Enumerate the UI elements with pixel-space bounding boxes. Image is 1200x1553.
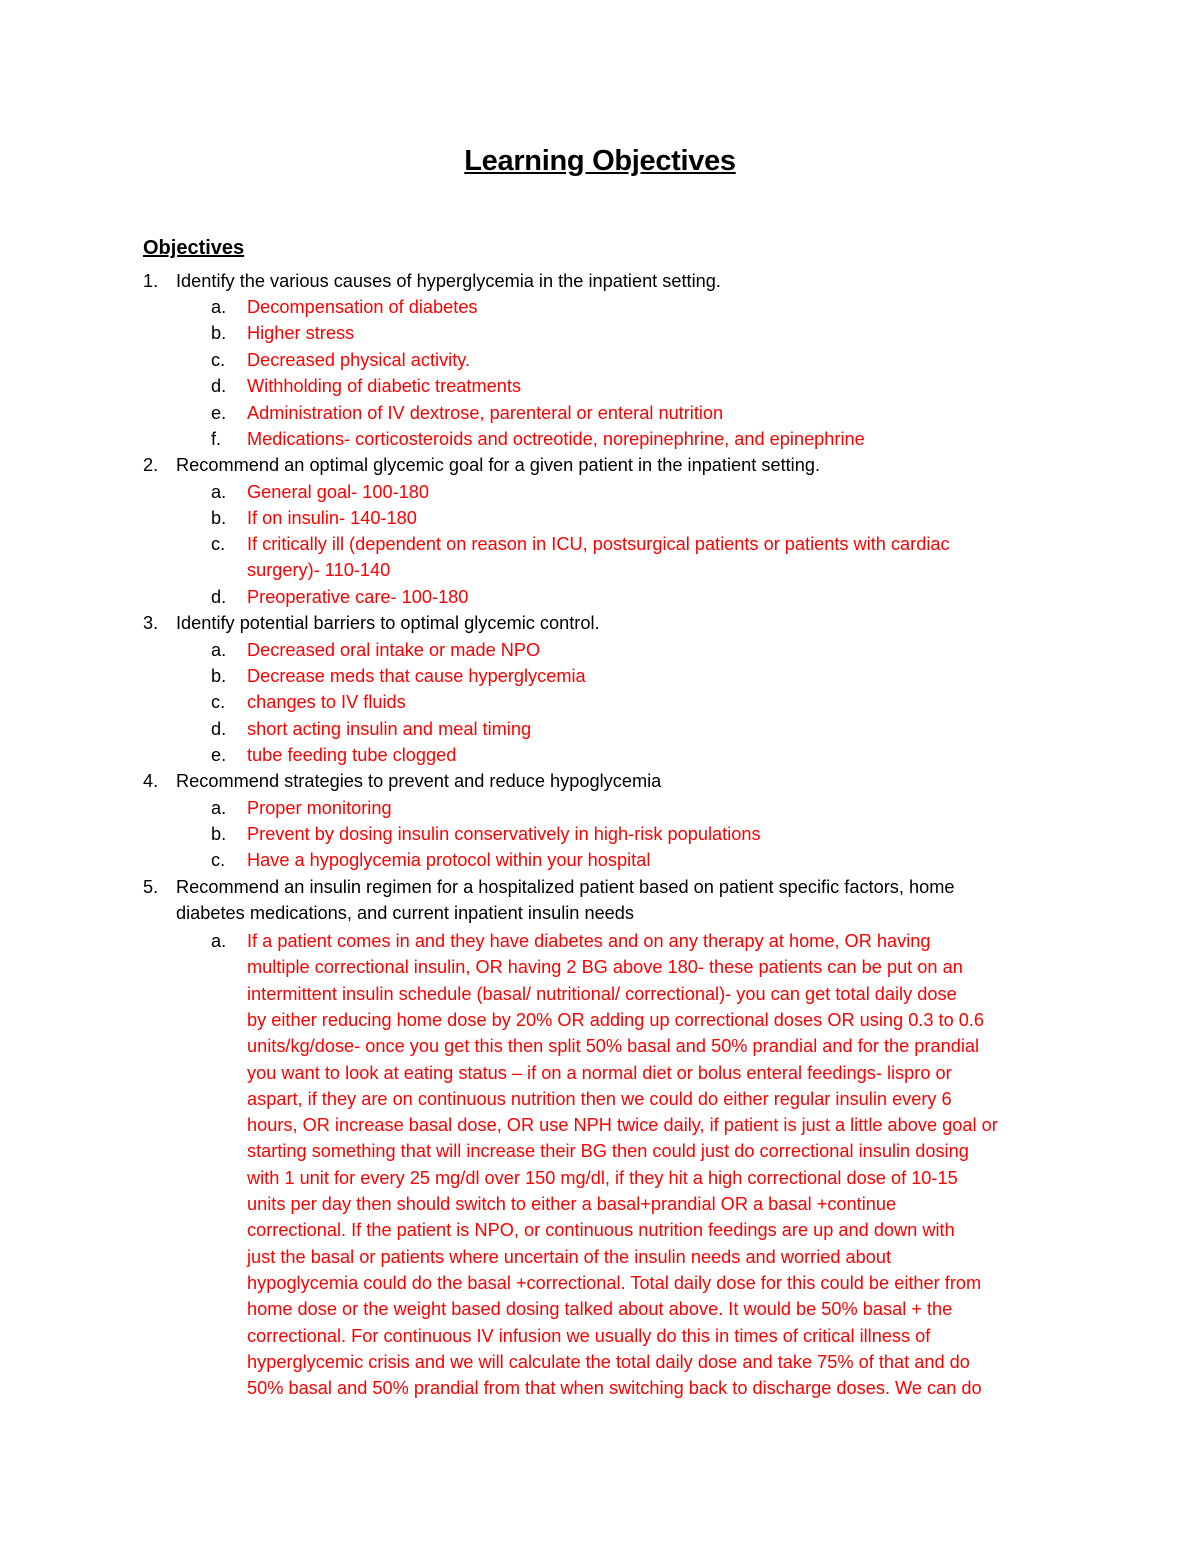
answer-item: Withholding of diabetic treatments: [247, 376, 521, 396]
answer-paragraph-line: hyperglycemic crisis and we will calculate the total daily dose and take 75% of that and do: [247, 1351, 970, 1372]
answer-paragraph-line: with 1 unit for every 25 mg/dl over 150 mg/dl, if they hit a high correctional dose of 10-15: [247, 1167, 958, 1188]
answer-paragraph-line: aspart, if they are on continuous nutrition then we could do either regular insulin every 6: [247, 1088, 952, 1109]
item-letter: c.: [211, 350, 226, 370]
answer-item: Administration of IV dextrose, parenteral or enteral nutrition: [247, 403, 724, 423]
item-letter: a.: [211, 482, 227, 502]
answer-item: Medications- corticosteroids and octreotide, norepinephrine, and epinephrine: [247, 429, 865, 449]
answer-item-continued: surgery)- 110-140: [247, 560, 391, 580]
answer-item: Decompensation of diabetes: [247, 297, 478, 317]
item-letter: d.: [211, 719, 227, 739]
item-letter: c.: [211, 850, 226, 870]
answer-paragraph-line: units/kg/dose- once you get this then split 50% basal and 50% prandial and for the prandial: [247, 1036, 980, 1057]
answer-item: If on insulin- 140-180: [247, 508, 417, 528]
answer-item: Proper monitoring: [247, 798, 392, 818]
item-letter: a.: [211, 931, 227, 951]
answer-paragraph-line: If a patient comes in and they have diabetes and on any therapy at home, OR having: [247, 931, 931, 951]
answer-paragraph-line: starting something that will increase their BG then could just do correctional insulin dosing: [247, 1141, 969, 1162]
answer-item: Decrease meds that cause hyperglycemia: [247, 666, 586, 686]
objective-text: Recommend an insulin regimen for a hospitalized patient based on patient specific factors, home: [176, 877, 955, 897]
item-letter: e.: [211, 745, 227, 765]
item-letter: c.: [211, 692, 226, 712]
item-letter: d.: [211, 587, 227, 607]
item-letter: b.: [211, 824, 227, 844]
answer-item: Have a hypoglycemia protocol within your hospital: [247, 850, 651, 870]
answer-item: If critically ill (dependent on reason in ICU, postsurgical patients or patients with cardiac: [247, 534, 950, 554]
answer-item: Prevent by dosing insulin conservatively in high-risk populations: [247, 824, 761, 844]
answer-item: Preoperative care- 100-180: [247, 587, 469, 607]
answer-item: Higher stress: [247, 323, 355, 343]
answer-paragraph-line: units per day then should switch to either a basal+prandial OR a basal +continue: [247, 1194, 897, 1214]
answer-paragraph-line: just the basal or patients where uncertain of the insulin needs and worried about: [247, 1246, 892, 1267]
answer-paragraph-line: intermittent insulin schedule (basal/ nutritional/ correctional)- you can get total daily dose: [247, 983, 957, 1004]
answer-paragraph-line: correctional. If the patient is NPO, or continuous nutrition feedings are up and down with: [247, 1220, 955, 1241]
objective-text: Identify potential barriers to optimal glycemic control.: [176, 613, 600, 633]
answer-item: changes to IV fluids: [247, 692, 406, 712]
objective-text: Recommend strategies to prevent and reduce hypoglycemia: [176, 771, 662, 791]
answer-item: tube feeding tube clogged: [247, 745, 457, 765]
item-letter: b.: [211, 666, 227, 686]
objective-number: 3.: [143, 613, 159, 633]
item-letter: b.: [211, 508, 227, 528]
answer-item: Decreased oral intake or made NPO: [247, 640, 541, 660]
item-letter: a.: [211, 640, 227, 660]
objective-text: Identify the various causes of hyperglycemia in the inpatient setting.: [176, 271, 721, 291]
item-letter: a.: [211, 798, 227, 818]
answer-paragraph-line: multiple correctional insulin, OR having 2 BG above 180- these patients can be put on an: [247, 957, 963, 978]
objective-text: Recommend an optimal glycemic goal for a given patient in the inpatient setting.: [176, 455, 820, 475]
objective-number: 1.: [143, 271, 159, 291]
answer-paragraph-line: hypoglycemia could do the basal +correctional. Total daily dose for this could be either from: [247, 1272, 982, 1293]
objective-number: 5.: [143, 877, 159, 897]
item-letter: f.: [211, 429, 222, 449]
answer-item: Decreased physical activity.: [247, 350, 471, 370]
answer-item: short acting insulin and meal timing: [247, 719, 532, 739]
item-letter: c.: [211, 534, 226, 554]
answer-paragraph-line: correctional. For continuous IV infusion we usually do this in times of critical illness of: [247, 1325, 931, 1346]
item-letter: d.: [211, 376, 227, 396]
answer-paragraph-line: home dose or the weight based dosing talked about above. It would be 50% basal + the: [247, 1299, 953, 1320]
answer-item: General goal- 100-180: [247, 482, 429, 502]
answer-paragraph-line: you want to look at eating status – if on a normal diet or bolus enteral feedings- lispro or: [247, 1062, 952, 1083]
item-letter: e.: [211, 403, 227, 423]
objective-number: 2.: [143, 455, 159, 475]
section-heading: Objectives: [143, 237, 245, 259]
item-letter: a.: [211, 297, 227, 317]
objective-number: 4.: [143, 771, 159, 791]
page-title: Learning Objectives: [464, 145, 736, 177]
answer-paragraph-line: hours, OR increase basal dose, OR use NPH twice daily, if patient is just a little above goal or: [247, 1115, 998, 1136]
objective-text-continued: diabetes medications, and current inpatient insulin needs: [176, 903, 635, 923]
answer-paragraph-line: by either reducing home dose by 20% OR adding up correctional doses OR using 0.3 to 0.6: [247, 1009, 985, 1030]
answer-paragraph-line: 50% basal and 50% prandial from that when switching back to discharge doses. We can do: [247, 1378, 982, 1399]
item-letter: b.: [211, 323, 227, 343]
